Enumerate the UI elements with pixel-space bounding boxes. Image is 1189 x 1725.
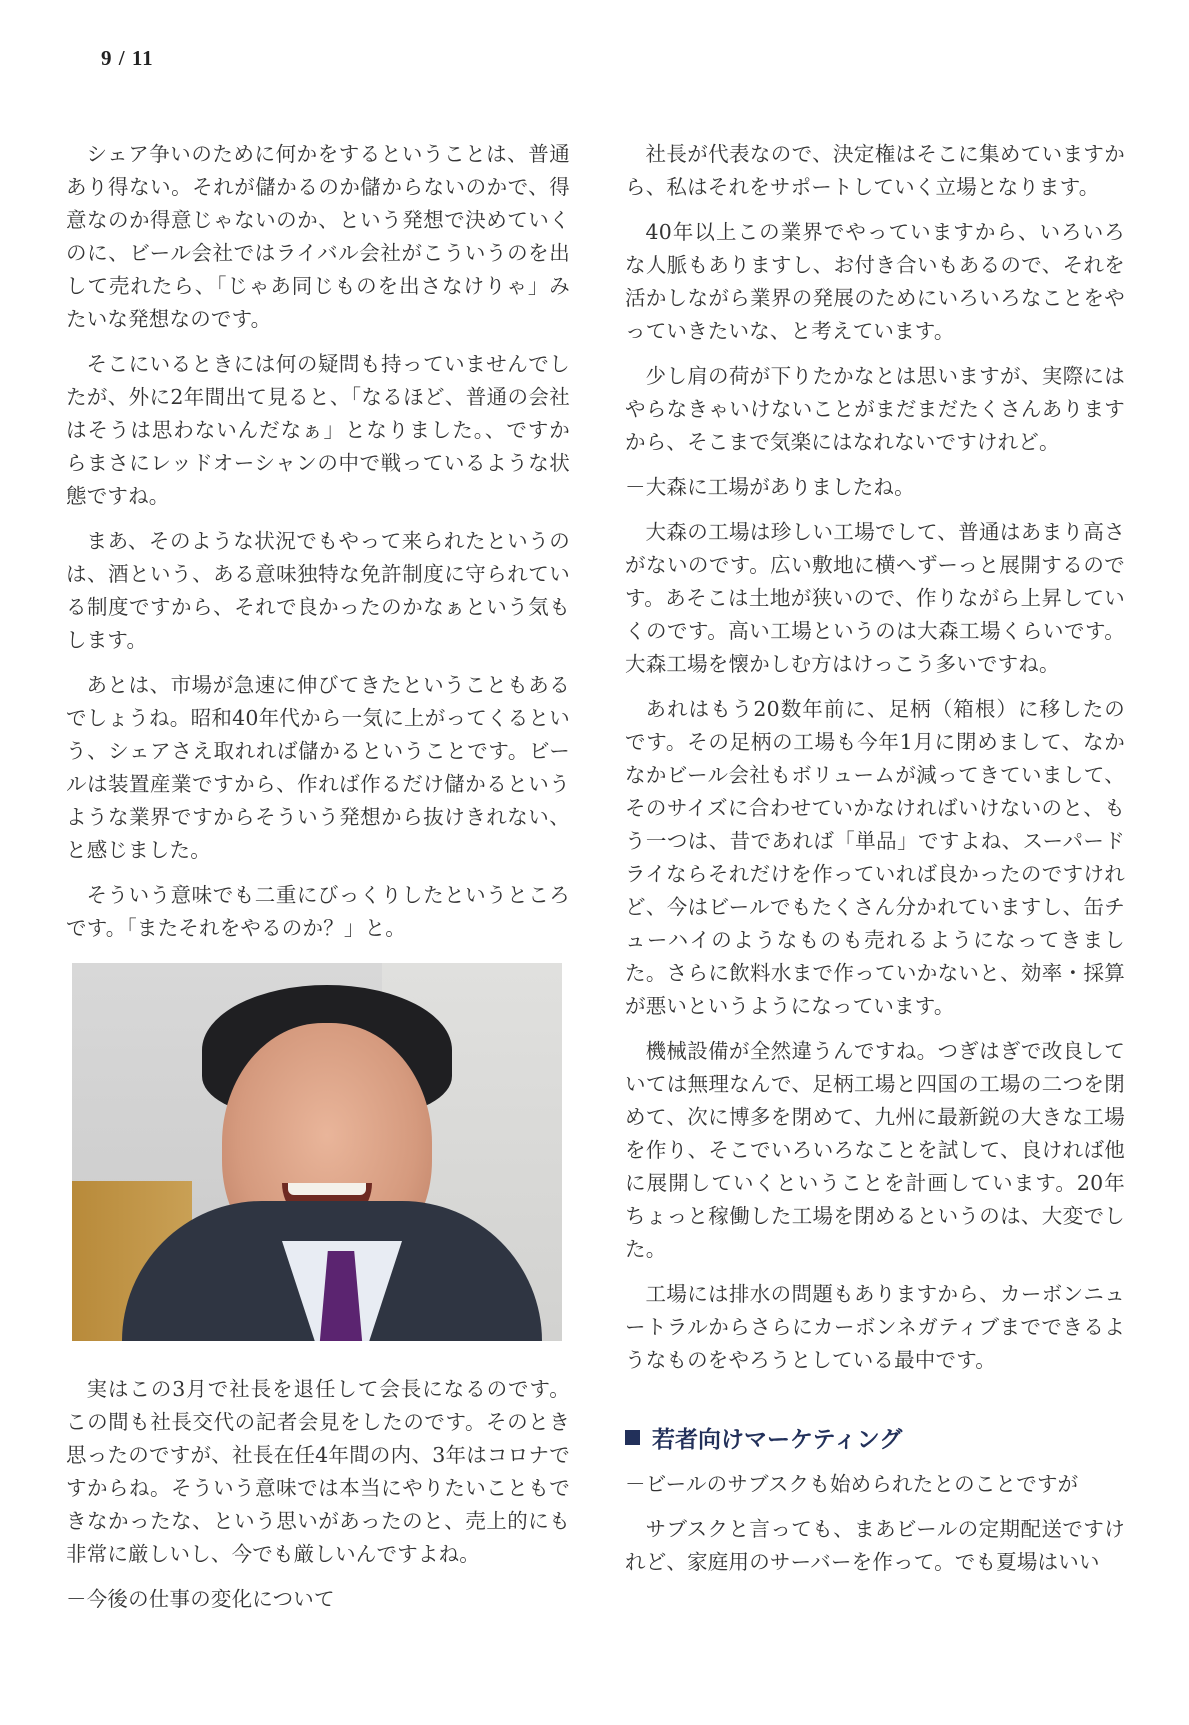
paragraph: サブスクと言っても、まあビールの定期配送ですけれど、家庭用のサーバーを作って。でも夏場はいい — [625, 1517, 1125, 1574]
section-heading — [625, 1421, 1125, 1454]
paragraph: 実はこの3月で社長を退任して会長になるのです。この間も社長交代の記者会見をしたのです。そのとき思ったのですが、社長在任4年間の内、3年はコロナですからね。そういう意味では本当にやりたいこともできなかったな、という思いがあったのと、売上的にも非常に厳しいし、今でも厳しいんですよね。 — [66, 1377, 570, 1566]
section-heading-text: 若者向けマーケティング — [652, 1427, 903, 1453]
paragraph: 工場には排水の問題もありますから、カーボンニュートラルからさらにカーボンネガティブまでできるようなものをやろうとしている最中です。 — [625, 1282, 1125, 1372]
right-column — [625, 138, 1125, 1591]
paragraph: そこにいるときには何の疑問も持っていませんでしたが、外に2年間出て見ると、「なるほど、普通の会社はそうは思わないんだなぁ」となりました。、ですからまさにレッドオーシャンの中で戦っているような状態ですね。 — [66, 352, 570, 508]
interview-question: －大森に工場がありましたね。 — [625, 475, 915, 499]
paragraph: 少し肩の荷が下りたかなとは思いますが、実際にはやらなきゃいけないことがまだまだたくさんありますから、そこまで気楽にはなれないですけれど。 — [625, 364, 1125, 454]
paragraph: 社長が代表なので、決定権はそこに集めていますから、私はそれをサポートしていく立場となります。 — [625, 142, 1125, 199]
paragraph: シェア争いのために何かをするということは、普通あり得ない。それが儲かるのか儲からないのかで、得意なのか得意じゃないのか、という発想で決めていくのに、ビール会社ではライバル会社がこういうのを出して売れたら、「じゃあ同じものを出さなけりゃ」みたいな発想なのです。 — [66, 142, 570, 331]
paragraph: そういう意味でも二重にびっくりしたというところです。「またそれをやるのか？」と。 — [66, 883, 570, 940]
paragraph: あれはもう20数年前に、足柄（箱根）に移したのです。その足柄の工場も今年1月に閉めまして、なかなかビール会社もボリュームが減ってきていまして、そのサイズに合わせていかなければいけないのと、もう一つは、昔であれば「単品」ですよね、スーパードライならそれだけを作っていれば良かったのですけれど、今はビールでもたくさん分かれていますし、缶チューハイのようなものも売れるようになってきました。さらに飲料水まで作っていかないと、効率・採算が悪いというようになっています。 — [625, 697, 1125, 1018]
paragraph: 40年以上この業界でやっていますから、いろいろな人脈もありますし、お付き合いもあるので、それを活かしながら業界の発展のためにいろいろなことをやっていきたいな、と考えています。 — [625, 220, 1125, 343]
page-number: 9 / 11 — [101, 46, 154, 70]
paragraph: 機械設備が全然違うんですね。つぎはぎで改良していては無理なんで、足柄工場と四国の工場の二つを閉めて、次に博多を閉めて、九州に最新鋭の大きな工場を作り、そこでいろいろなことを試して、良ければ他に展開していくということを計画しています。20年ちょっと稼働した工場を閉めるというのは、大変でした。 — [625, 1039, 1125, 1261]
square-bullet-icon — [625, 1430, 640, 1445]
paragraph: あとは、市場が急速に伸びてきたということもあるでしょうね。昭和40年代から一気に上がってくるという、シェアさえ取れれば儲かるということです。ビールは装置産業ですから、作れば作るだけ儲かるというような業界ですからそういう発想から抜けきれない、と感じました。 — [66, 673, 570, 862]
paragraph: まあ、そのような状況でもやって来られたというのは、酒という、ある意味独特な免許制度に守られている制度ですから、それで良かったのかなぁという気もします。 — [66, 529, 570, 652]
interview-question: －今後の仕事の変化について — [66, 1587, 335, 1611]
left-column — [66, 138, 570, 1628]
paragraph: 大森の工場は珍しい工場でして、普通はあまり高さがないのです。広い敷地に横へずーっと展開するのです。あそこは土地が狭いので、作りながら上昇していくのです。高い工場というのは大森工場くらいです。大森工場を懐かしむ方はけっこう多いですね。 — [625, 520, 1125, 676]
interview-question: －ビールのサブスクも始められたとのことですが — [625, 1472, 1079, 1496]
portrait-photo — [72, 963, 562, 1341]
